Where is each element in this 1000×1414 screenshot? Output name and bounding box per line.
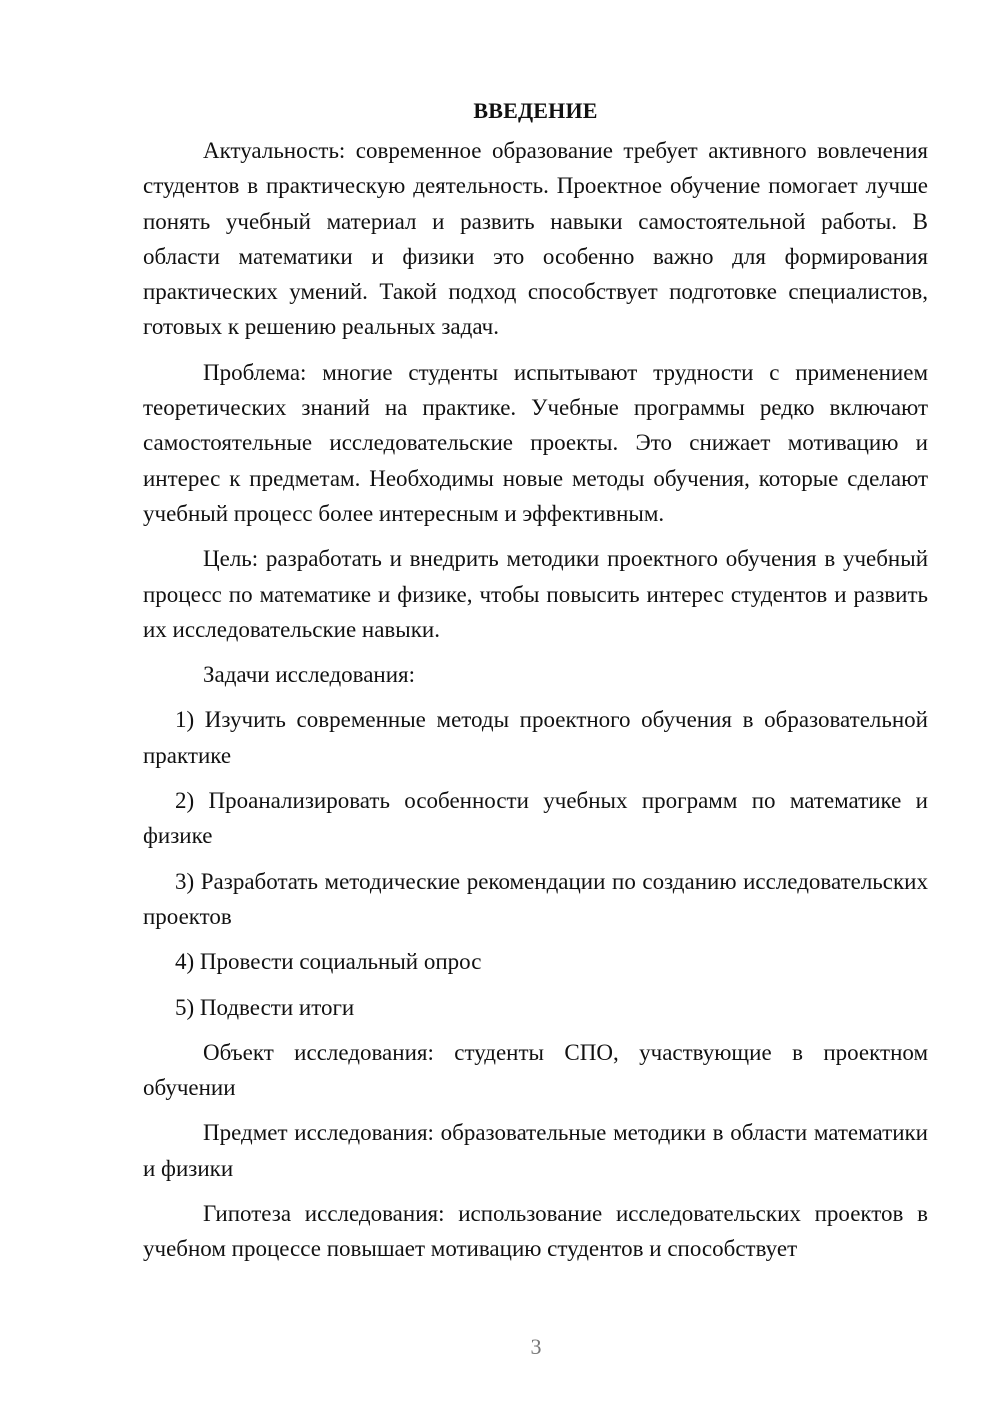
list-item: 2) Проанализировать особенности учебных программ по математике и физике [143,788,928,849]
paragraph-problem: Проблема: многие студенты испытывают трудности с применением теоретических знаний на практике. Учебные программы редко включают самостоятельные исследовательские проекты. Это снижает мотивацию и интерес к предметам. Необходимы новые методы обучения, которые сделают учебный процесс более интересным и эффективным. [143,359,928,526]
page-content [143,94,928,1267]
list-item: 5) Подвести итоги [175,994,355,1020]
section-title: ВВЕДЕНИЕ [473,98,598,123]
tasks-list [143,702,928,1024]
paragraph-hypothesis: Гипотеза исследования: использование исследовательских проектов в учебном процессе повышает мотивацию студентов и способствует [143,1201,928,1262]
list-item: 4) Провести социальный опрос [175,949,482,975]
list-item: 1) Изучить современные методы проектного обучения в образовательной практике [143,707,928,768]
paragraph-relevance: Актуальность: современное образование требует активного вовлечения студентов в практическую деятельность. Проектное обучение помогает лучше понять учебный материал и развить навыки самостоятельной работы. В области математики и физики это особенно важно для формирования практических умений. Такой подход способствует подготовке специалистов, готовых к решению реальных задач. [143,138,928,340]
paragraph-object: Объект исследования: студенты СПО, участвующие в проектном обучении [143,1039,928,1101]
list-item: 3) Разработать методические рекомендации по созданию исследовательских проектов [143,868,928,929]
paragraph-subject: Предмет исследования: образовательные методики в области математики и физики [143,1120,928,1181]
page-number: 3 [530,1334,542,1359]
tasks-heading: Задачи исследования: [203,662,416,688]
paragraph-goal: Цель: разработать и внедрить методики проектного обучения в учебный процесс по математике и физике, чтобы повысить интерес студентов и развить их исследовательские навыки. [143,546,928,642]
